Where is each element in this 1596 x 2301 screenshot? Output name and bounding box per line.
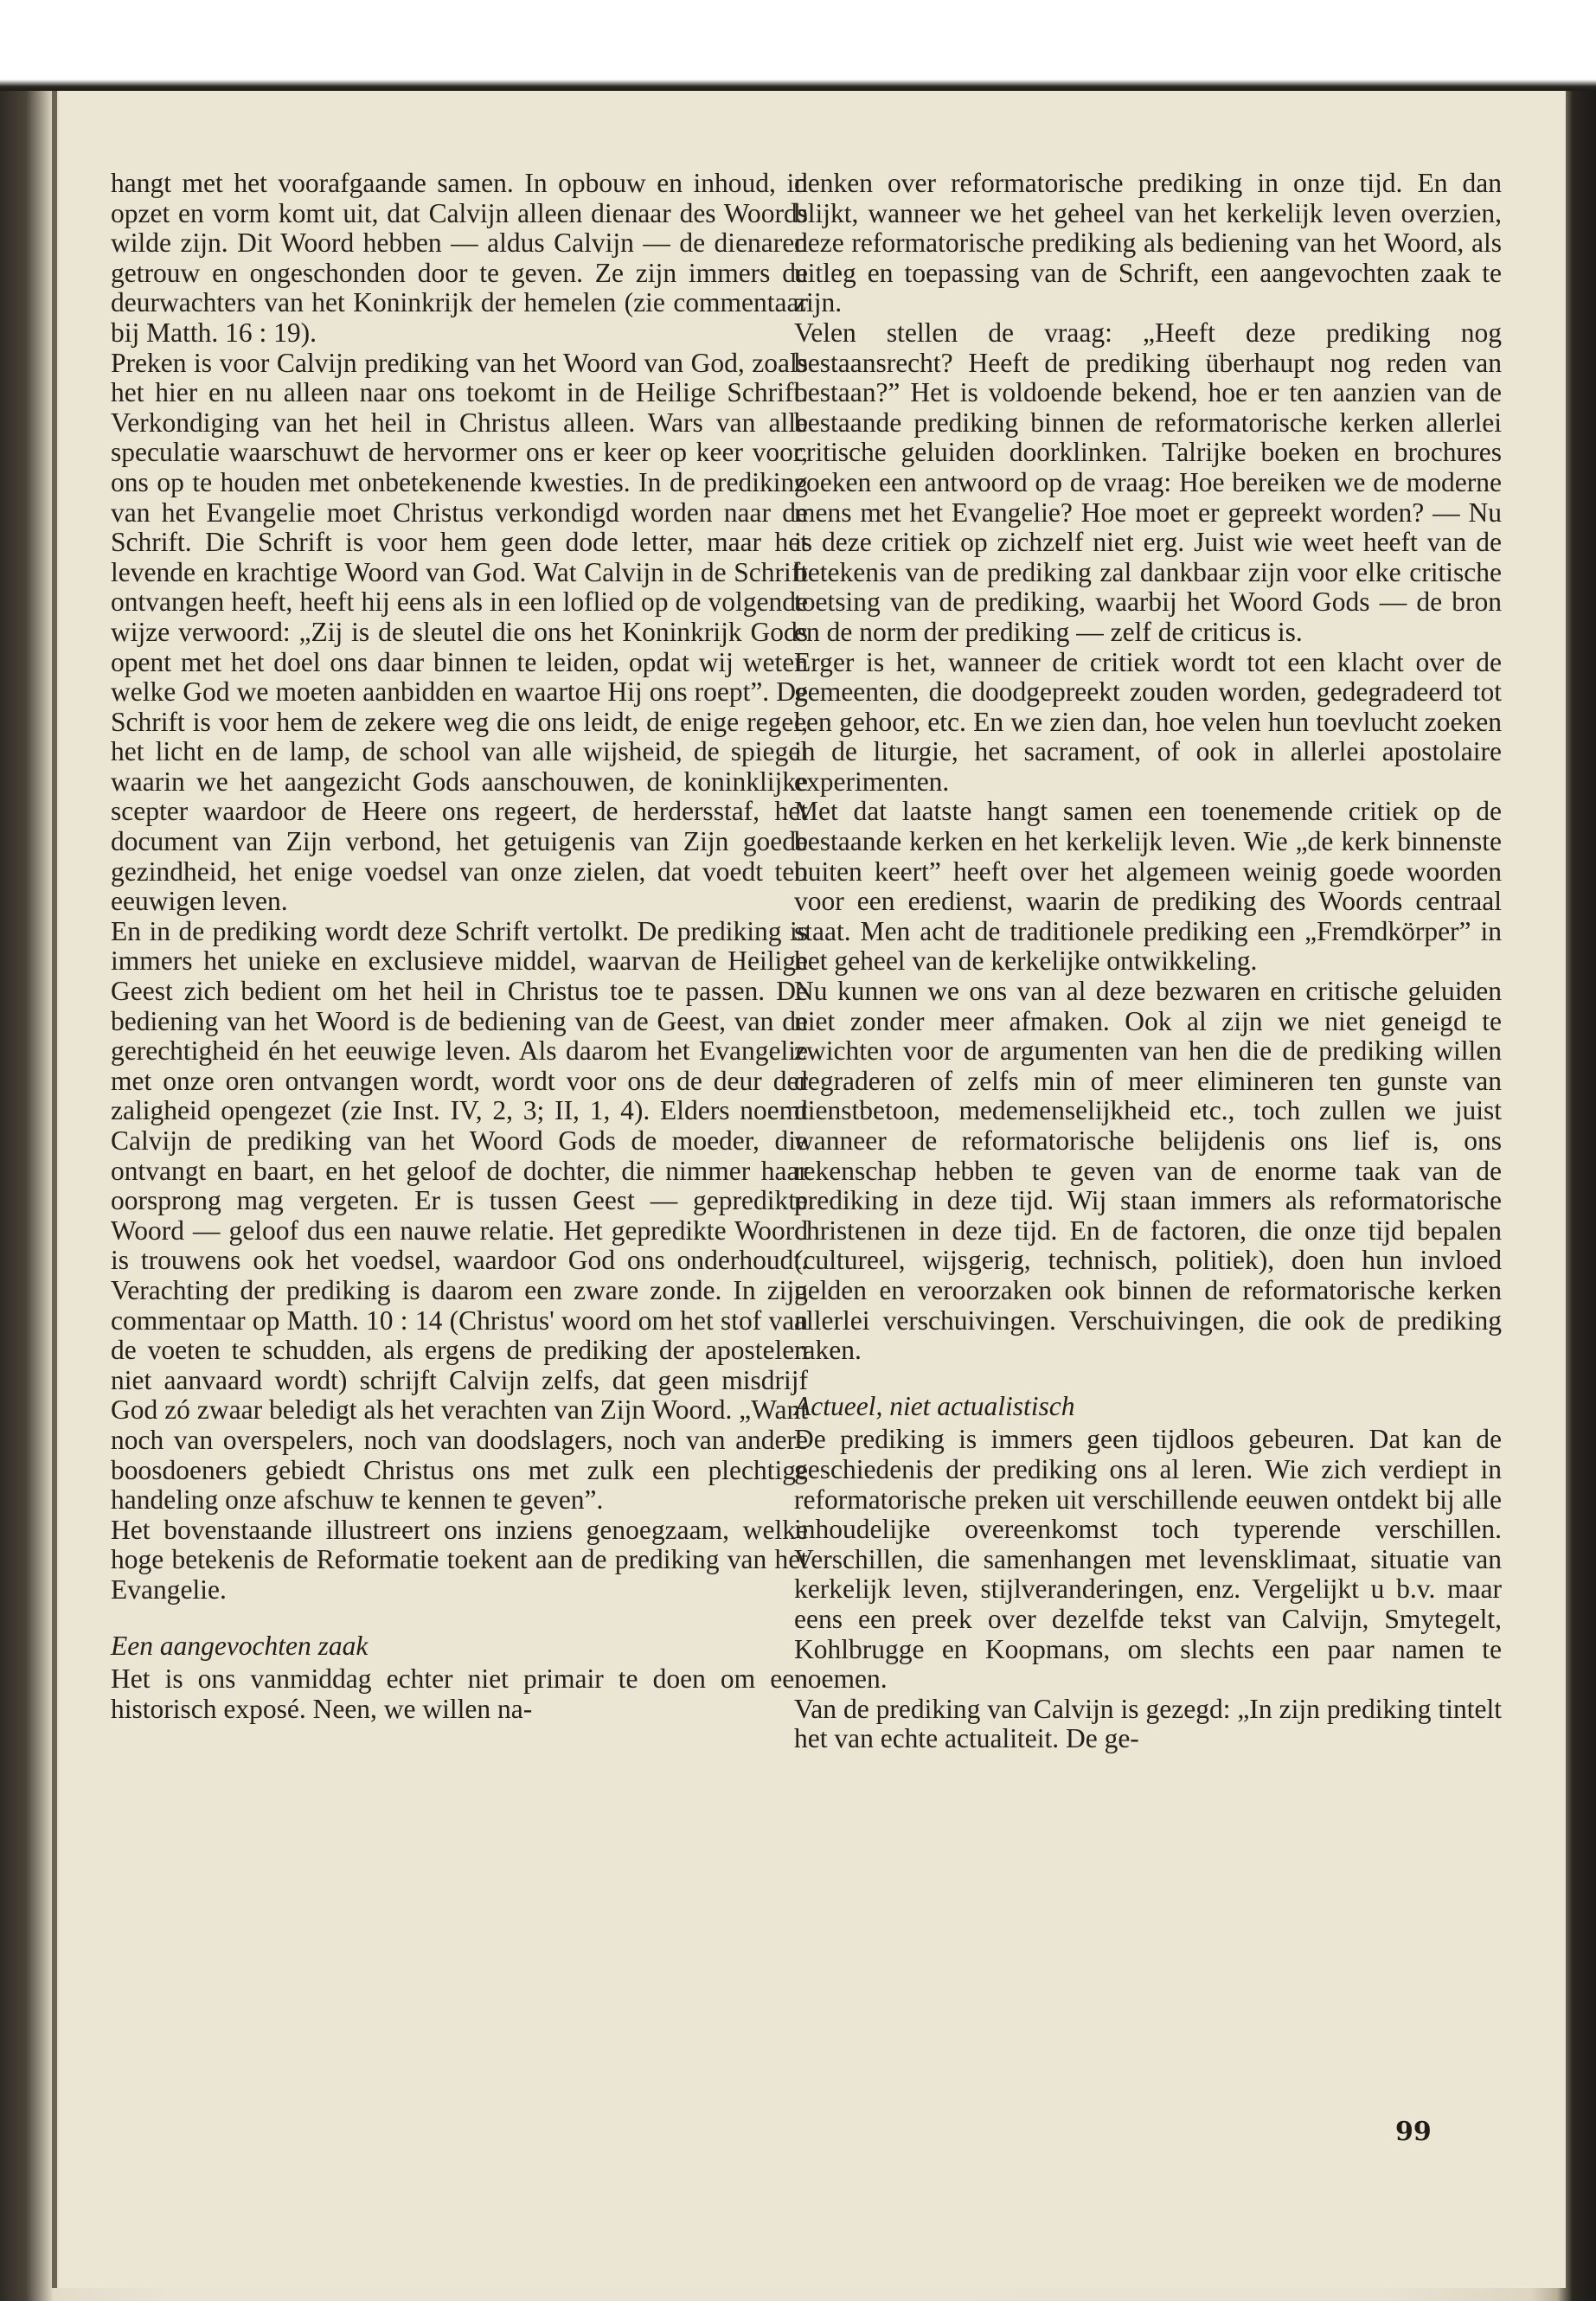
right-paragraph-6: De prediking is immers geen tijdloos gebeuren. Dat kan de geschiedenis der prediking ons al leren. Wie zich verdiept in reformatorische preken uit verschillende eeuwen ontdekt bij alle inhoudelijke overeenkomst toch typerende verschillen. Verschillen, die samenhangen met levensklimaat, situatie van kerkelijk leven, stijlveranderingen, enz. Vergelijkt u b.v. maar eens een preek over dezelfde tekst van Calvijn, Smytegelt, Kohlbrugge en Koopmans, om slechts een paar namen te noemen. <box>794 1424 1502 1695</box>
left-paragraph-4: Het bovenstaande illustreert ons inziens genoegzaam, welke hoge betekenis de Reformatie toekent aan de prediking van het Evangelie. <box>111 1514 808 1605</box>
left-paragraph-1: hangt met het voorafgaande samen. In opbouw en inhoud, in opzet en vorm komt uit, dat Calvijn alleen dienaar des Woords wilde zijn. Dit Woord hebben — aldus Calvijn — de dienaren getrouw en ongeschonden door te geven. Ze zijn immers de deurwachters van het Koninkrijk der hemelen (zie commentaar bij Matth. 16 : 19). <box>111 168 808 348</box>
right-paragraph-2: Velen stellen de vraag: „Heeft deze prediking nog bestaansrecht? Heeft de prediking überhaupt nog reden van bestaan?” Het is voldoende bekend, hoe er ten aanzien van de bestaande prediking binnen de reformatorische kerken allerlei critische geluiden doorklinken. Talrijke boeken en brochures zoeken een antwoord op de vraag: Hoe bereiken we de moderne mens met het Evangelie? Hoe moet er gepreekt worden? — Nu is deze critiek op zichzelf niet erg. Juist wie weet heeft van de betekenis van de prediking zal dankbaar zijn voor elke critische toetsing van de prediking, waarbij het Woord Gods — de bron en de norm der prediking — zelf de criticus is. <box>794 317 1502 647</box>
left-column <box>111 169 808 1724</box>
right-paragraph-1: denken over reformatorische prediking in onze tijd. En dan blijkt, wanneer we het geheel van het kerkelijk leven overzien, deze reformatorische prediking als bediening van het Woord, als uitleg en toepassing van de Schrift, een aangevochten zaak te zijn. <box>794 168 1502 318</box>
scan-top-margin <box>0 0 1596 91</box>
right-paragraph-7: Van de prediking van Calvijn is gezegd: „In zijn prediking tintelt het van echte actualiteit. De ge- <box>794 1693 1502 1754</box>
section-heading-aangevochten: Een aangevochten zaak <box>111 1630 369 1661</box>
right-paragraph-5: Nu kunnen we ons van al deze bezwaren en critische geluiden niet zonder meer afmaken. Ook al zijn we niet geneigd te zwichten voor de argumenten van hen die de prediking willen degraderen of zelfs min of meer elimineren ten gunste van dienstbetoon, medemenselijkheid etc., toch zullen we juist wanneer de reformatorische belijdenis ons lief is, ons rekenschap hebben te geven van de enorme taak van de prediking in deze tijd. Wij staan immers als reformatorische christenen in deze tijd. En de factoren, die onze tijd bepalen (cultureel, wijsgerig, technisch, politiek), doen hun invloed gelden en veroorzaken ook binnen de reformatorische kerken allerlei verschuivingen. Verschuivingen, die ook de prediking raken. <box>794 976 1502 1366</box>
right-paragraph-3: Erger is het, wanneer de critiek wordt tot een klacht over de gemeenten, die doodgepreekt zouden worden, gedegradeerd tot een gehoor, etc. En we zien dan, hoe velen hun toevlucht zoeken in de liturgie, het sacrament, of ook in allerlei apostolaire experimenten. <box>794 646 1502 797</box>
left-paragraph-3: En in de prediking wordt deze Schrift vertolkt. De prediking is immers het unieke en exclusieve middel, waarvan de Heilige Geest zich bedient om het heil in Christus toe te passen. De bediening van het Woord is de bediening van de Geest, van de gerechtigheid én het eeuwige leven. Als daarom het Evangelie met onze oren ontvangen wordt, wordt voor ons de deur der zaligheid opengezet (zie Inst. IV, 2, 3; II, 1, 4). Elders noemt Calvijn de prediking van het Woord Gods de moeder, die ontvangt en baart, en het geloof de dochter, die nimmer haar oorsprong mag vergeten. Er is tussen Geest — gepredikte Woord — geloof dus een nauwe relatie. Het gepredikte Woord is trouwens ook het voedsel, waardoor God ons onderhoudt. Verachting der prediking is daarom een zware zonde. In zijn commentaar op Matth. 10 : 14 (Christus' woord om het stof van de voeten te schudden, als ergens de prediking der apostelen niet aanvaard wordt) schrijft Calvijn zelfs, dat geen misdrijf God zó zwaar beledigt als het verachten van Zijn Woord. „Want noch van overspelers, noch van doodslagers, noch van andere boosdoeners gebiedt Christus ons met zulk een plechtige handeling onze afschuw te kennen te geven”. <box>111 915 808 1516</box>
right-column <box>794 169 1502 1754</box>
left-paragraph-5: Het is ons vanmiddag echter niet primair te doen om een historisch exposé. Neen, we willen na- <box>111 1663 808 1724</box>
book-page <box>59 91 1566 2288</box>
page-number: 99 <box>1395 2117 1432 2147</box>
left-paragraph-2: Preken is voor Calvijn prediking van het Woord van God, zoals het hier en nu alleen naar ons toekomt in de Heilige Schrift. Verkondiging van het heil in Christus alleen. Wars van alle speculatie waarschuwt de hervormer ons er keer op keer voor, ons op te houden met onbetekenende kwesties. In de prediking van het Evangelie moet Christus verkondigd worden naar de Schrift. Die Schrift is voor hem geen dode letter, maar het levende en krachtige Woord van God. Wat Calvijn in de Schrift ontvangen heeft, heeft hij eens als in een loflied op de volgende wijze verwoord: „Zij is de sleutel die ons het Koninkrijk Gods opent met het doel ons daar binnen te leiden, opdat wij weten welke God we moeten aanbidden en waartoe Hij ons roept”. De Schrift is voor hem de zekere weg die ons leidt, de enige regel, het licht en de lamp, de school van alle wijsheid, de spiegel waarin we het aangezicht Gods aanschouwen, de koninklijke scepter waardoor de Heere ons regeert, de herdersstaf, het document van Zijn verbond, het getuigenis van Zijn goede gezindheid, het enige voedsel van onze zielen, dat voedt ten eeuwigen leven. <box>111 347 808 917</box>
section-heading-actueel: Actueel, niet actualistisch <box>794 1390 1075 1421</box>
book-binding <box>52 91 57 2288</box>
right-paragraph-4: Met dat laatste hangt samen een toenemende critiek op de bestaande kerken en het kerkelijk leven. Wie „de kerk binnenste buiten keert” heeft over het algemeen weinig goede woorden voor een eredienst, waarin de prediking des Woords centraal staat. Men acht de traditionele prediking een „Fremdkörper” in het geheel van de kerkelijke ontwikkeling. <box>794 796 1502 977</box>
